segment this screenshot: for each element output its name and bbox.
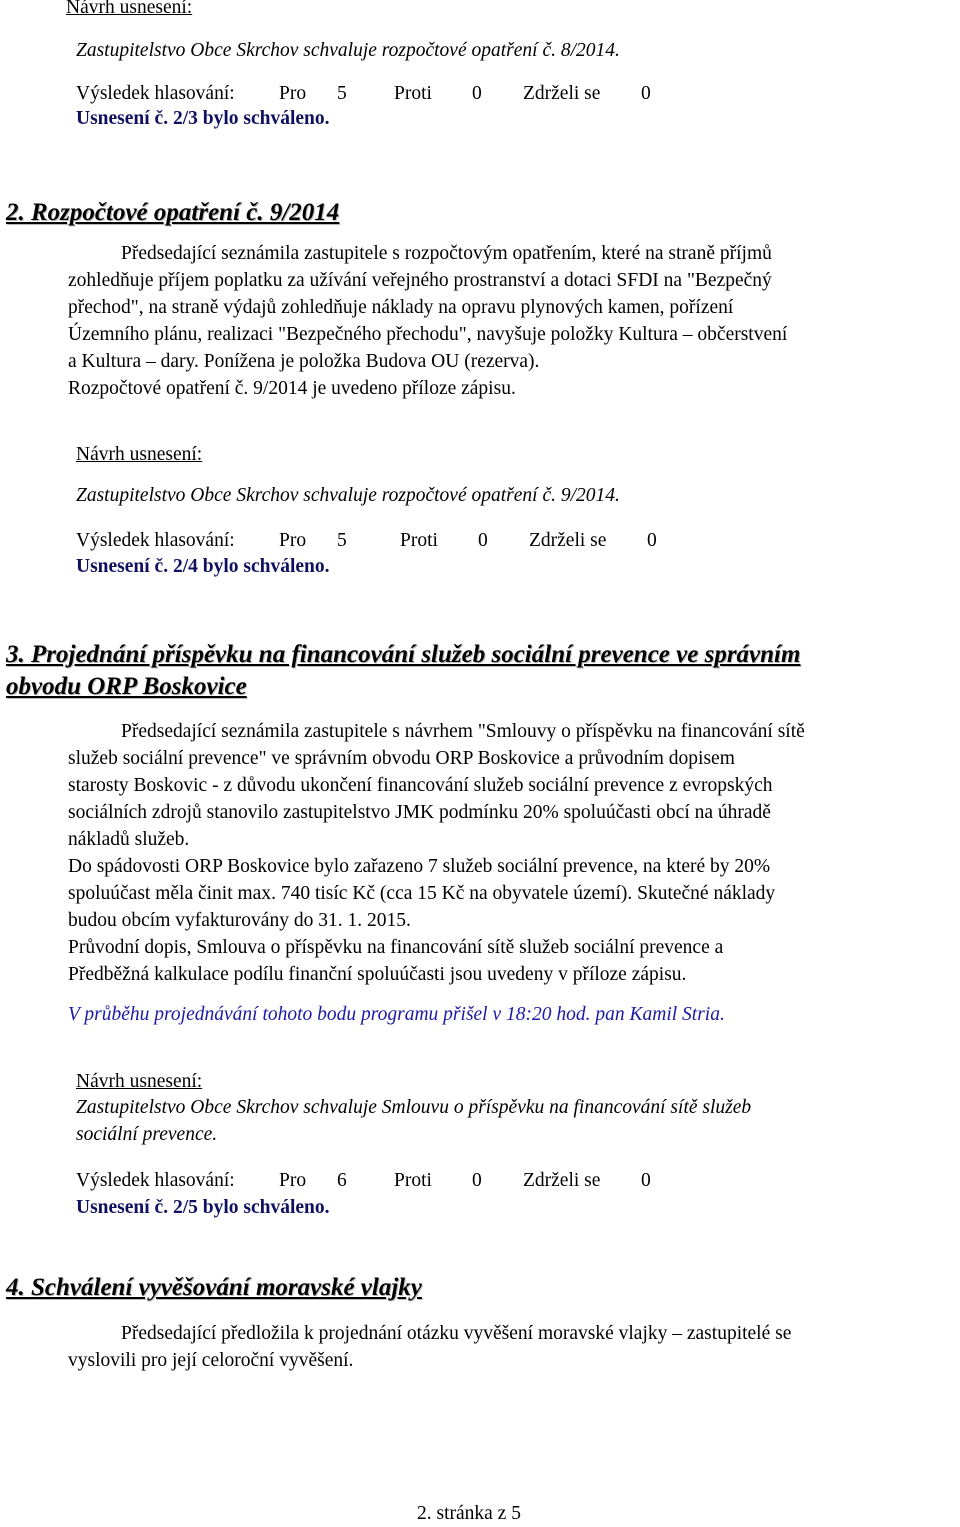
vote-pro: 6 (337, 1170, 347, 1191)
paragraph-line: Předsedající seznámila zastupitele s návrhem "Smlouvy o příspěvku na financování sítě (121, 721, 805, 742)
vote-proti-label: Proti (394, 83, 432, 104)
vote-proti: 0 (478, 530, 488, 551)
resolution-result: Usnesení č. 2/4 bylo schváleno. (76, 556, 330, 577)
resolution-result: Usnesení č. 2/3 bylo schváleno. (76, 108, 330, 129)
paragraph-line: Územního plánu, realizaci "Bezpečného přechodu", navyšuje položky Kultura – občerstvení (68, 324, 788, 345)
paragraph-line: Předsedající předložila k projednání otázku vyvěšení moravské vlajky – zastupitelé se (121, 1323, 792, 1344)
paragraph-line: zohledňuje příjem poplatku za užívání veřejného prostranství a dotaci SFDI na "Bezpečný (68, 270, 772, 291)
vote-zdrzeli: 0 (641, 83, 651, 104)
resolution-text: sociální prevence. (76, 1124, 218, 1145)
paragraph-line: vyslovili pro její celoroční vyvěšení. (68, 1350, 354, 1371)
section-heading: obvodu ORP Boskovice (6, 673, 247, 700)
vote-pro: 5 (337, 530, 347, 551)
vote-label: Výsledek hlasování: (76, 530, 235, 551)
vote-label: Výsledek hlasování: (76, 1170, 235, 1191)
page-number: 2. stránka z 5 (417, 1503, 521, 1524)
vote-zdrzeli-label: Zdrželi se (529, 530, 607, 551)
paragraph-line: starosty Boskovic - z důvodu ukončení financování služeb sociální prevence z evropských (68, 775, 773, 796)
navrh-label: Návrh usnesení: (66, 0, 193, 18)
vote-pro-label: Pro (279, 83, 307, 104)
paragraph-line: budou obcím vyfakturovány do 31. 1. 2015. (68, 910, 411, 931)
navrh-label: Návrh usnesení: (76, 444, 203, 465)
vote-result (0, 1167, 960, 1194)
paragraph-line: Předsedající seznámila zastupitele s rozpočtovým opatřením, které na straně příjmů (121, 243, 772, 264)
paragraph-line: služeb sociální prevence" ve správním obvodu ORP Boskovice a průvodním dopisem (68, 748, 735, 769)
vote-result (0, 527, 960, 554)
vote-proti: 0 (472, 1170, 482, 1191)
paragraph-line: Předběžná kalkulace podílu finanční spoluúčasti jsou uvedeny v příloze zápisu. (68, 964, 687, 985)
vote-pro-label: Pro (279, 530, 307, 551)
paragraph-line: Průvodní dopis, Smlouva o příspěvku na financování sítě služeb sociální prevence a (68, 937, 724, 958)
vote-pro: 5 (337, 83, 347, 104)
vote-pro-label: Pro (279, 1170, 307, 1191)
paragraph-line: a Kultura – dary. Ponížena je položka Budova OU (rezerva). (68, 351, 540, 372)
vote-proti-label: Proti (400, 530, 438, 551)
navrh-label: Návrh usnesení: (76, 1071, 203, 1092)
vote-proti: 0 (472, 83, 482, 104)
vote-proti-label: Proti (394, 1170, 432, 1191)
section-heading: 2. Rozpočtové opatření č. 9/2014 (6, 199, 340, 226)
resolution-text: Zastupitelstvo Obce Skrchov schvaluje rozpočtové opatření č. 9/2014. (76, 485, 620, 506)
paragraph-line: spoluúčast měla činit max. 740 tisíc Kč (cca 15 Kč na obyvatele území). Skutečné náklady (68, 883, 776, 904)
vote-result (0, 80, 960, 107)
vote-zdrzeli: 0 (641, 1170, 651, 1191)
paragraph-line: Rozpočtové opatření č. 9/2014 je uvedeno příloze zápisu. (68, 378, 516, 399)
resolution-text: Zastupitelstvo Obce Skrchov schvaluje Smlouvu o příspěvku na financování sítě služeb (76, 1097, 752, 1118)
vote-zdrzeli: 0 (647, 530, 657, 551)
attendance-note: V průběhu projednávání tohoto bodu programu přišel v 18:20 hod. pan Kamil Stria. (68, 1004, 725, 1025)
paragraph-line: Do spádovosti ORP Boskovice bylo zařazeno 7 služeb sociální prevence, na které by 20% (68, 856, 771, 877)
paragraph-line: přechod", na straně výdajů zohledňuje náklady na opravu plynových kamen, pořízení (68, 297, 734, 318)
resolution-result: Usnesení č. 2/5 bylo schváleno. (76, 1197, 330, 1218)
paragraph-line: nákladů služeb. (68, 829, 190, 850)
vote-label: Výsledek hlasování: (76, 83, 235, 104)
vote-zdrzeli-label: Zdrželi se (523, 83, 601, 104)
paragraph-line: sociálních zdrojů stanovilo zastupitelstvo JMK podmínku 20% spoluúčasti obcí na úhradě (68, 802, 771, 823)
section-heading: 3. Projednání příspěvku na financování služeb sociální prevence ve správním (6, 641, 801, 668)
vote-zdrzeli-label: Zdrželi se (523, 1170, 601, 1191)
resolution-text: Zastupitelstvo Obce Skrchov schvaluje rozpočtové opatření č. 8/2014. (76, 40, 620, 61)
section-heading: 4. Schválení vyvěšování moravské vlajky (6, 1274, 422, 1301)
